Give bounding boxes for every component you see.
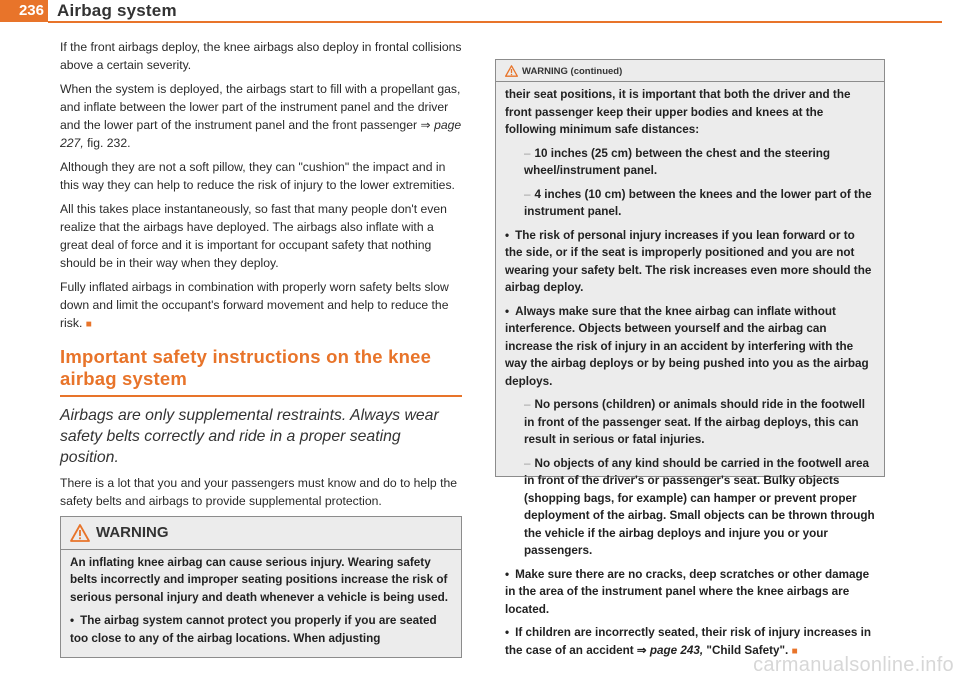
warning-label: WARNING	[96, 523, 169, 541]
page-header-title: Airbag system	[57, 1, 177, 20]
paragraph	[60, 278, 462, 334]
bullet-icon: •	[70, 614, 75, 627]
left-column	[60, 38, 462, 658]
warning-header	[61, 517, 461, 542]
arrow-icon: ⇒	[420, 118, 431, 132]
dash-item	[505, 186, 875, 221]
warning-triangle-icon	[505, 65, 518, 77]
dash-icon: –	[524, 398, 531, 411]
bullet-icon: •	[505, 228, 510, 242]
page-number: 236	[0, 0, 48, 22]
dash-item-text: 10 inches (25 cm) between the chest and the steering wheel/instrument panel.	[524, 146, 831, 177]
end-mark-icon: ■	[85, 319, 92, 330]
warning-triangle-icon	[70, 524, 90, 542]
warning-continued-header	[496, 60, 884, 82]
warning-text: their seat positions, it is important that both the driver and the front passenger keep their upper bodies and knees at the following minimum safe distances:	[505, 88, 851, 136]
bullet-item	[505, 303, 875, 391]
dash-item-text: No objects of any kind should be carried in the footwell area in front of the driver's or passenger's seat. Bulky objects (shopping bags, for example) can hamper or prevent proper deployment of the airbag. Small objects can be thrown through the vehicle if the airbag deploys and injure you or your passengers.	[524, 456, 875, 557]
paragraph: All this takes place instantaneously, so fast that many people don't even realize that the airbags have deployed. The airbags also inflate with a great deal of force and it is important for occupant safety that nothing should be in their way when they deploy.	[60, 202, 447, 270]
warning-continued-box	[495, 59, 885, 657]
warning-body	[61, 549, 461, 658]
page-reference-link[interactable]: page 227,	[60, 118, 462, 150]
bullet-icon: •	[505, 567, 510, 581]
warning-continued-label: WARNING (continued)	[522, 65, 623, 77]
dash-icon: –	[524, 187, 531, 201]
bullet-icon: •	[505, 626, 510, 639]
bullet-item-text: "Child Safety".	[703, 643, 789, 657]
bullet-item-text: The risk of personal injury increases if you lean forward or to the side, or if the seat is improperly positioned and you are not wearing your safety belt. The risk increases even more should the airbag deploy.	[505, 228, 872, 294]
dash-item	[505, 145, 875, 180]
warning-continued-body	[496, 82, 884, 670]
bullet-item	[505, 227, 875, 297]
section-title: Important safety instructions on the knee airbag system	[60, 346, 432, 389]
bullet-item-text: Always make sure that the knee airbag can inflate without interference. Objects between yourself and the airbag can increase the risk of injury in an accident by interfering with the way the airbag deploys or by being pushed into you as the airbag deploys.	[505, 304, 869, 388]
paragraph-text: Fully inflated airbags in combination with properly worn safety belts slow down and limit the occupant's forward movement and help to reduce the risk.	[60, 280, 449, 330]
arrow-icon: ⇒	[636, 643, 647, 657]
bullet-item	[505, 566, 875, 619]
section-lead: Airbags are only supplemental restraints. Always wear safety belts correctly and ride in a proper seating position.	[60, 406, 439, 466]
paragraph: There is a lot that you and your passengers must know and do to help the safety belts and airbags to provide supplemental protection.	[60, 475, 458, 508]
watermark: carmanualsonline.info	[753, 654, 954, 676]
bullet-icon: •	[505, 304, 510, 318]
warning-text: An inflating knee airbag can cause serious injury. Wearing safety belts incorrectly and improper seating positions increase the risk of serious personal injury and death whenever a vehicle is being used.	[70, 555, 449, 604]
warning-bullet-text: The airbag system cannot protect you properly if you are seated too close to any of the airbag locations. When adjusting	[70, 614, 437, 645]
end-mark-icon: ■	[791, 645, 798, 657]
paragraph: If the front airbags deploy, the knee airbags also deploy in frontal collisions above a certain severity.	[60, 40, 462, 72]
dash-item-text: 4 inches (10 cm) between the knees and the lower part of the instrument panel.	[524, 187, 872, 218]
warning-bullet	[70, 612, 452, 647]
section-rule	[60, 395, 462, 397]
page-reference-link[interactable]: page 243,	[649, 643, 704, 657]
dash-item	[505, 455, 875, 560]
dash-item	[505, 396, 875, 449]
dash-icon: –	[524, 456, 531, 470]
header-rule	[48, 21, 942, 23]
paragraph: Although they are not a soft pillow, they can "cushion" the impact and in this way they can help to reduce the risk of injury to the lower extremities.	[60, 160, 455, 192]
bullet-item-text: Make sure there are no cracks, deep scratches or other damage in the area of the instrument panel where the knee airbags are located.	[505, 567, 870, 616]
bullet-item-text: If children are incorrectly seated, their risk of injury increases in the case of an accident	[505, 626, 872, 657]
dash-icon: –	[524, 146, 531, 160]
warning-box	[60, 516, 462, 659]
paragraph-text: When the system is deployed, the airbags start to fill with a propellant gas, and inflate between the lower part of the instrument panel and the driver and the lower part of the instrument panel and the front passenger	[60, 82, 461, 132]
dash-item-text: No persons (children) or animals should ride in the footwell in front of the passenger seat. If the airbag deploys, this can result in serious or fatal injuries.	[524, 398, 866, 446]
paragraph	[60, 80, 462, 152]
paragraph-text: fig. 232.	[83, 136, 131, 150]
